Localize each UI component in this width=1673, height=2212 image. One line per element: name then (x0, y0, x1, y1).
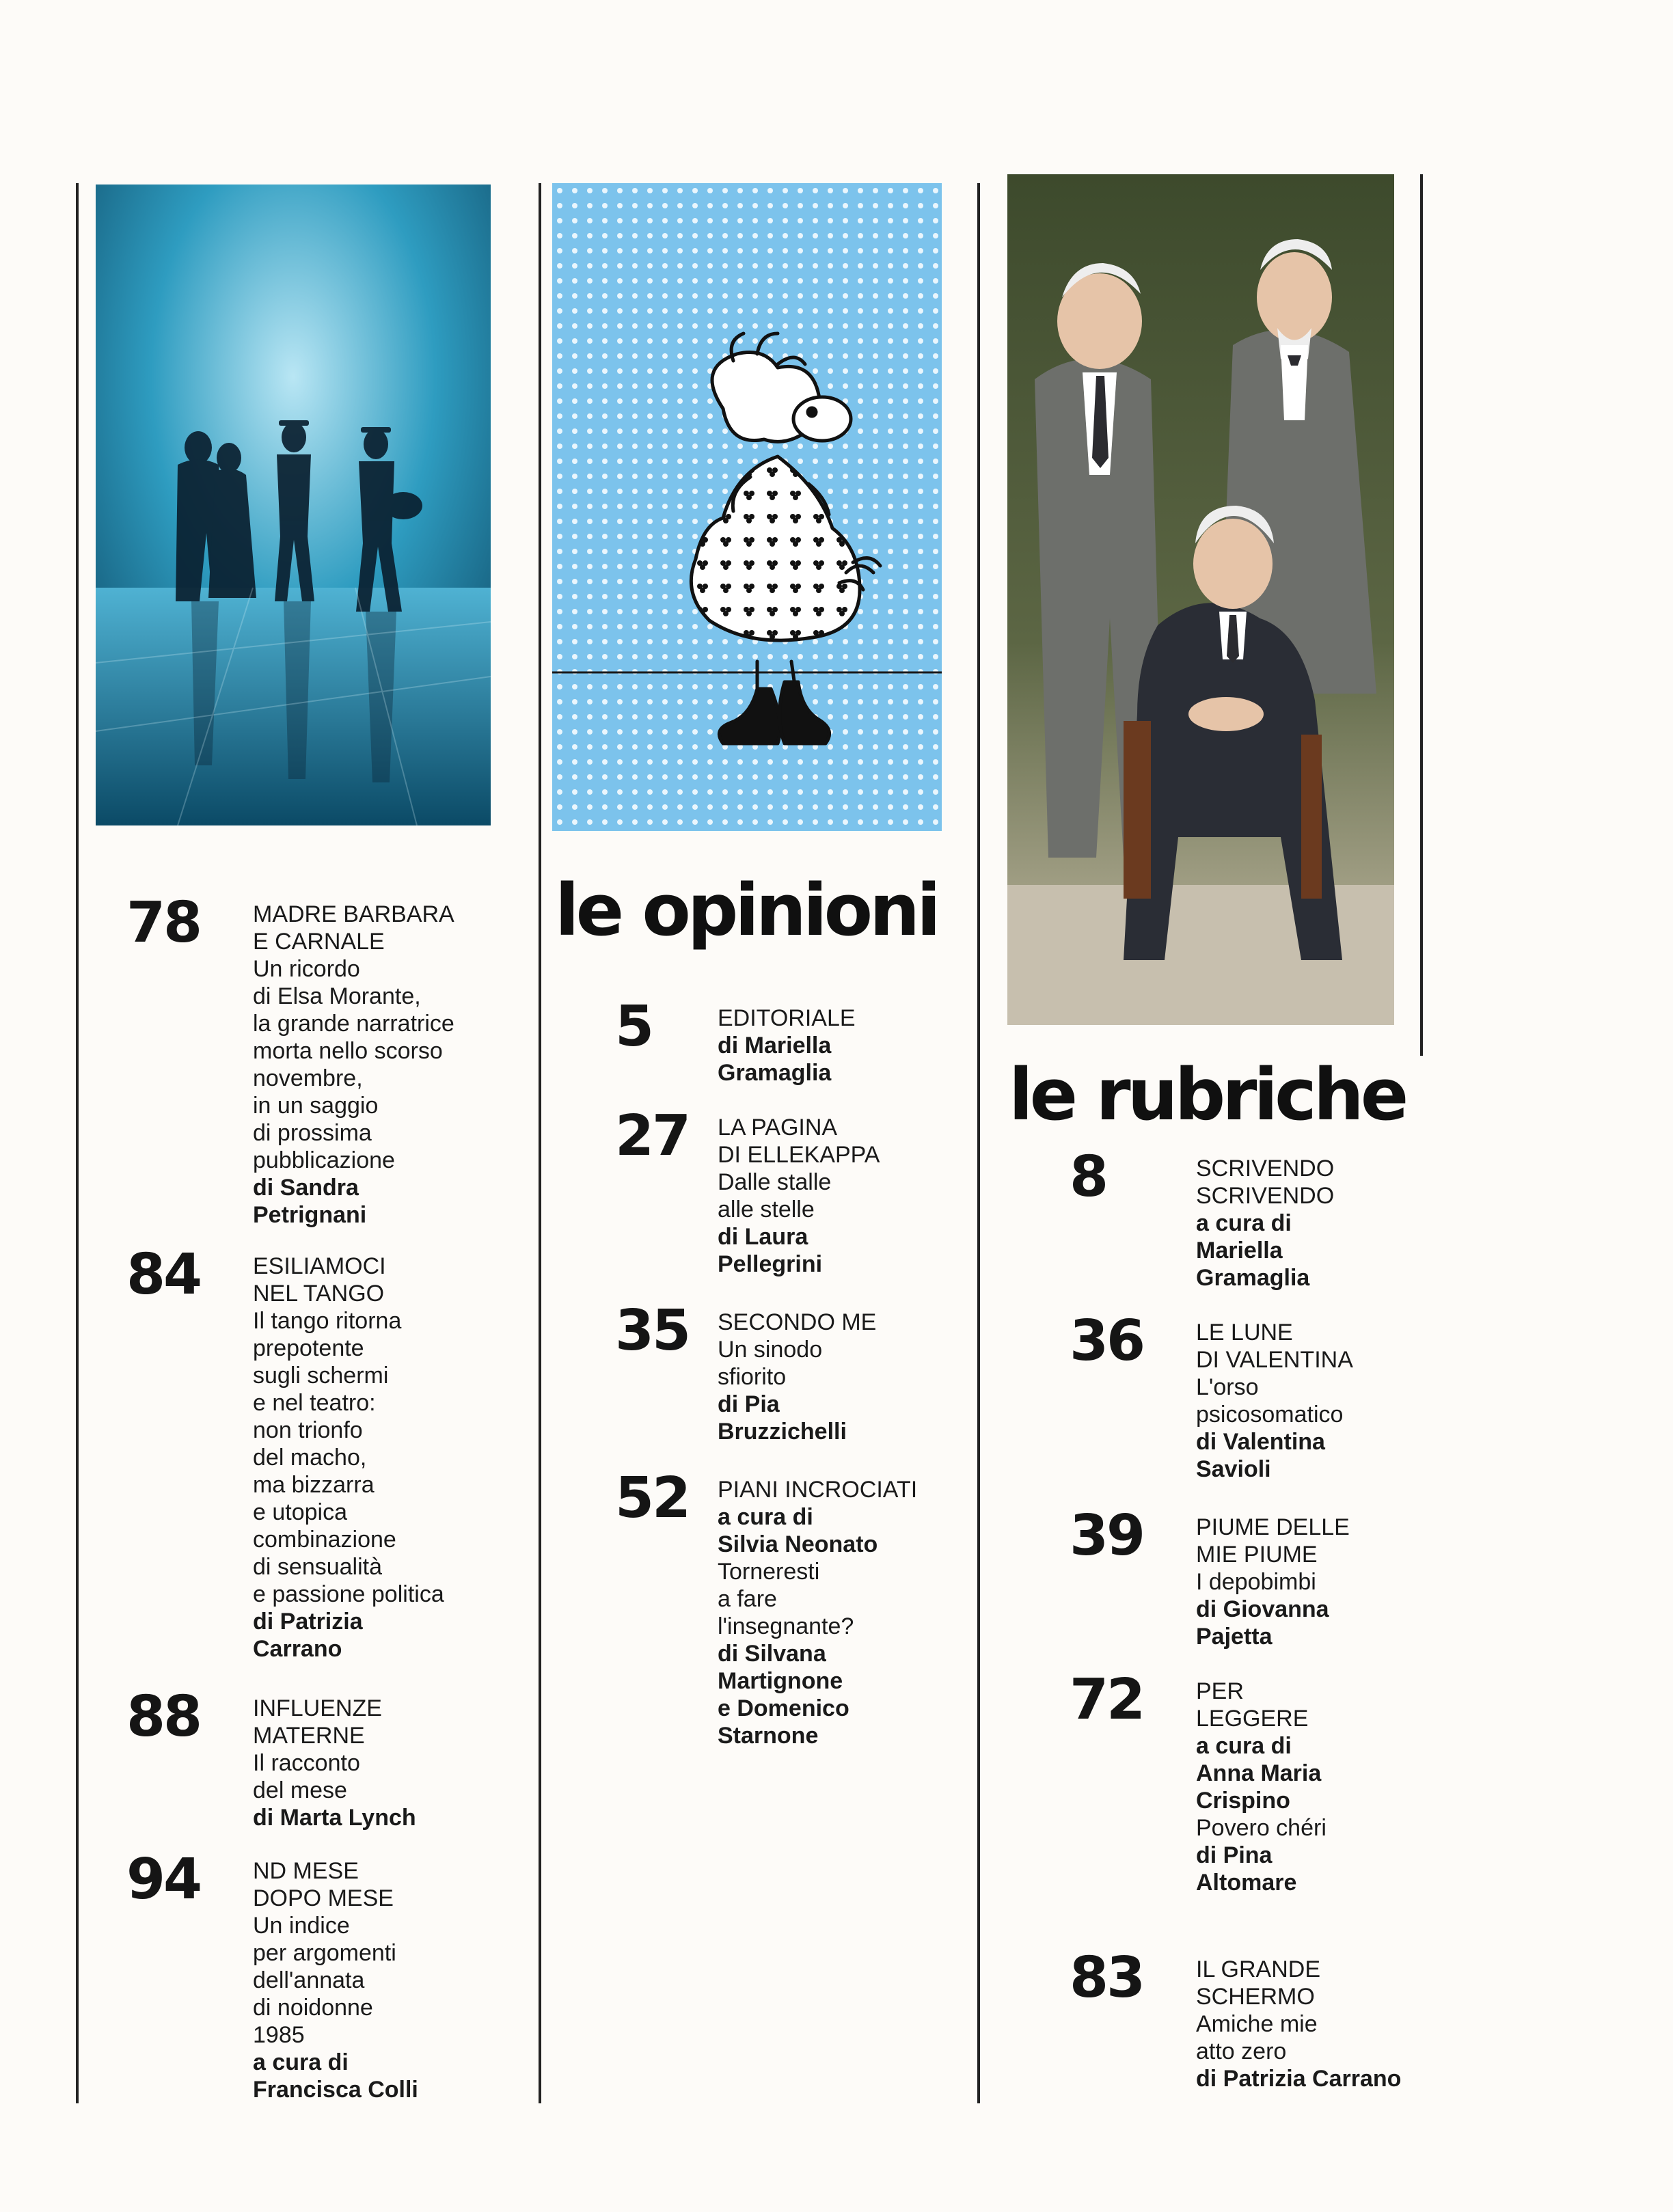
entry-description-line: alle stelle (718, 1197, 815, 1223)
entry-author-line: a cura di (718, 1504, 813, 1530)
entry-title-line: MADRE BARBARA (253, 901, 454, 927)
entry-description-line: Un indice (253, 1913, 350, 1939)
entry-description-line: di Elsa Morante, (253, 983, 421, 1009)
heading-le-opinioni: le opinioni (555, 869, 938, 952)
three-men-photo-icon (1007, 174, 1394, 1025)
page-number: 72 (1070, 1667, 1144, 1732)
entry-author-line: di Laura (718, 1224, 808, 1250)
toc-entry-text (1196, 1155, 1334, 1292)
entry-title-line: MATERNE (253, 1723, 365, 1749)
page-number: 35 (615, 1298, 690, 1363)
entry-description-line: a fare (718, 1586, 777, 1612)
entry-author-line: Starnone (718, 1723, 819, 1749)
page-number: 52 (615, 1466, 690, 1531)
page-number: 5 (615, 994, 653, 1059)
entry-description-line: sugli schermi (253, 1363, 389, 1389)
entry-description-line: Amiche mie (1196, 2011, 1318, 2037)
entry-title-line: PER (1196, 1678, 1244, 1704)
entry-title-line: SCHERMO (1196, 1984, 1315, 2010)
entry-author-line: Altomare (1196, 1870, 1297, 1896)
page-number: 83 (1070, 1945, 1144, 2010)
entry-author-line: Mariella (1196, 1238, 1283, 1264)
entry-title-line: ND MESE (253, 1858, 359, 1884)
toc-entry-text (253, 901, 454, 1229)
entry-description-line: L'orso (1196, 1374, 1259, 1400)
entry-author-line: di Valentina (1196, 1429, 1325, 1455)
entry-author-line: Crispino (1196, 1788, 1290, 1814)
entry-author-line: di Sandra (253, 1175, 359, 1201)
entry-title-line: INFLUENZE (253, 1695, 382, 1721)
entry-title-line: DOPO MESE (253, 1885, 394, 1911)
page-number: 84 (126, 1242, 201, 1307)
entry-author-line: Gramaglia (1196, 1265, 1310, 1291)
entry-description-line: 1985 (253, 2022, 305, 2048)
entry-description-line: novembre, (253, 1065, 363, 1091)
entry-title-line: LA PAGINA (718, 1115, 838, 1141)
cartoon-panel (552, 183, 942, 831)
entry-title-line: NEL TANGO (253, 1281, 385, 1307)
column-rule-2 (539, 183, 541, 2103)
entry-description-line: Un ricordo (253, 956, 360, 982)
entry-description-line: di noidonne (253, 1995, 373, 2021)
page-number: 36 (1070, 1309, 1144, 1374)
entry-title-line: ESILIAMOCI (253, 1253, 386, 1279)
entry-author-line: di Mariella (718, 1033, 832, 1059)
entry-author-line: Silvia Neonato (718, 1531, 878, 1557)
toc-entry-text (253, 1857, 418, 2103)
page-number: 88 (126, 1684, 201, 1749)
entry-description-line: Il tango ritorna (253, 1308, 402, 1334)
column-rule-4 (1420, 174, 1423, 1056)
entry-author-line: a cura di (1196, 1210, 1292, 1236)
entry-author-line: a cura di (253, 2049, 349, 2075)
entry-description-line: Dalle stalle (718, 1169, 832, 1195)
entry-description-line: sfiorito (718, 1364, 787, 1390)
page-number: 78 (126, 890, 201, 955)
toc-entry-text (253, 1695, 416, 1831)
entry-description-line: pubblicazione (253, 1147, 395, 1173)
entry-description-line: ma bizzarra (253, 1472, 375, 1498)
entry-description-line: del mese (253, 1777, 347, 1803)
entry-title-line: LEGGERE (1196, 1706, 1309, 1732)
entry-title-line: MIE PIUME (1196, 1542, 1318, 1568)
entry-author-line: Pajetta (1196, 1624, 1273, 1650)
toc-entry-text (1196, 1514, 1350, 1650)
entry-description-line: dell'annata (253, 1967, 365, 1993)
entry-title-line: SCRIVENDO (1196, 1183, 1335, 1209)
entry-title-line: IL GRANDE (1196, 1956, 1321, 1982)
entry-description-line: e utopica (253, 1499, 347, 1525)
entry-title-line: SCRIVENDO (1196, 1156, 1335, 1182)
toc-entry-text (718, 1005, 856, 1087)
entry-author-line: di Patrizia Carrano (1196, 2066, 1402, 2092)
entry-author-line: di Marta Lynch (253, 1805, 416, 1831)
toc-entry-text (1196, 1319, 1353, 1483)
toc-entry-text (718, 1476, 917, 1749)
entry-author-line: di Pia (718, 1391, 780, 1417)
entry-description-line: di sensualità (253, 1554, 383, 1580)
bleed-through-text (1572, 171, 1668, 786)
entry-description-line: morta nello scorso (253, 1038, 443, 1064)
entry-author-line: a cura di (1196, 1733, 1292, 1759)
entry-author-line: Bruzzichelli (718, 1419, 847, 1445)
entry-description-line: Povero chéri (1196, 1815, 1327, 1841)
entry-author-line: di Patrizia (253, 1609, 363, 1635)
entry-description-line: Un sinodo (718, 1337, 823, 1363)
entry-title-line: LE LUNE (1196, 1320, 1293, 1346)
entry-description-line: per argomenti (253, 1940, 396, 1966)
toc-entry-text (1196, 1678, 1327, 1896)
entry-author-line: di Pina (1196, 1842, 1273, 1868)
tango-photo-icon (96, 185, 491, 825)
entry-author-line: Petrignani (253, 1202, 367, 1228)
cartoon-character-illustration-icon (552, 183, 942, 831)
entry-description-line: l'insegnante? (718, 1613, 854, 1639)
entry-description-line: del macho, (253, 1445, 367, 1471)
entry-title-line: DI ELLEKAPPA (718, 1142, 880, 1168)
entry-description-line: e passione politica (253, 1581, 444, 1607)
entry-description-line: atto zero (1196, 2038, 1287, 2064)
entry-description-line: in un saggio (253, 1093, 379, 1119)
entry-author-line: Gramaglia (718, 1060, 832, 1086)
page-number: 8 (1070, 1145, 1107, 1210)
toc-entry-text (718, 1309, 876, 1445)
column-rule-3 (977, 183, 980, 2103)
entry-title-line: PIANI INCROCIATI (718, 1477, 918, 1503)
heading-le-rubriche: le rubriche (1009, 1053, 1406, 1136)
entry-author-line: Pellegrini (718, 1251, 823, 1277)
entry-author-line: Savioli (1196, 1456, 1271, 1482)
entry-description-line: combinazione (253, 1527, 396, 1553)
entry-description-line: la grande narratrice (253, 1011, 454, 1037)
page-number: 94 (126, 1847, 201, 1912)
entry-title-line: DI VALENTINA (1196, 1347, 1353, 1373)
entry-title-line: E CARNALE (253, 929, 385, 955)
entry-author-line: Anna Maria (1196, 1760, 1322, 1786)
page-number: 27 (615, 1104, 690, 1169)
entry-author-line: Martignone (718, 1668, 843, 1694)
entry-description-line: non trionfo (253, 1417, 363, 1443)
entry-description-line: Il racconto (253, 1750, 360, 1776)
entry-author-line: di Giovanna (1196, 1596, 1329, 1622)
entry-description-line: psicosomatico (1196, 1402, 1344, 1428)
three-men-photo (1007, 174, 1394, 1025)
entry-description-line: I depobimbi (1196, 1569, 1316, 1595)
entry-title-line: SECONDO ME (718, 1309, 877, 1335)
column-rule-1 (76, 183, 79, 2103)
entry-description-line: e nel teatro: (253, 1390, 376, 1416)
entry-author-line: e Domenico (718, 1695, 849, 1721)
toc-entry-text (1196, 1956, 1401, 2092)
entry-description-line: prepotente (253, 1335, 364, 1361)
toc-entry-text (253, 1253, 444, 1663)
entry-title-line: PIUME DELLE (1196, 1514, 1350, 1540)
entry-author-line: Carrano (253, 1636, 342, 1662)
entry-author-line: Francisca Colli (253, 2077, 418, 2103)
entry-author-line: di Silvana (718, 1641, 826, 1667)
toc-entry-text (718, 1114, 880, 1278)
entry-title-line: EDITORIALE (718, 1005, 856, 1031)
tango-photo (96, 185, 491, 825)
entry-description-line: Torneresti (718, 1559, 820, 1585)
page-number: 39 (1070, 1503, 1144, 1568)
entry-description-line: di prossima (253, 1120, 372, 1146)
